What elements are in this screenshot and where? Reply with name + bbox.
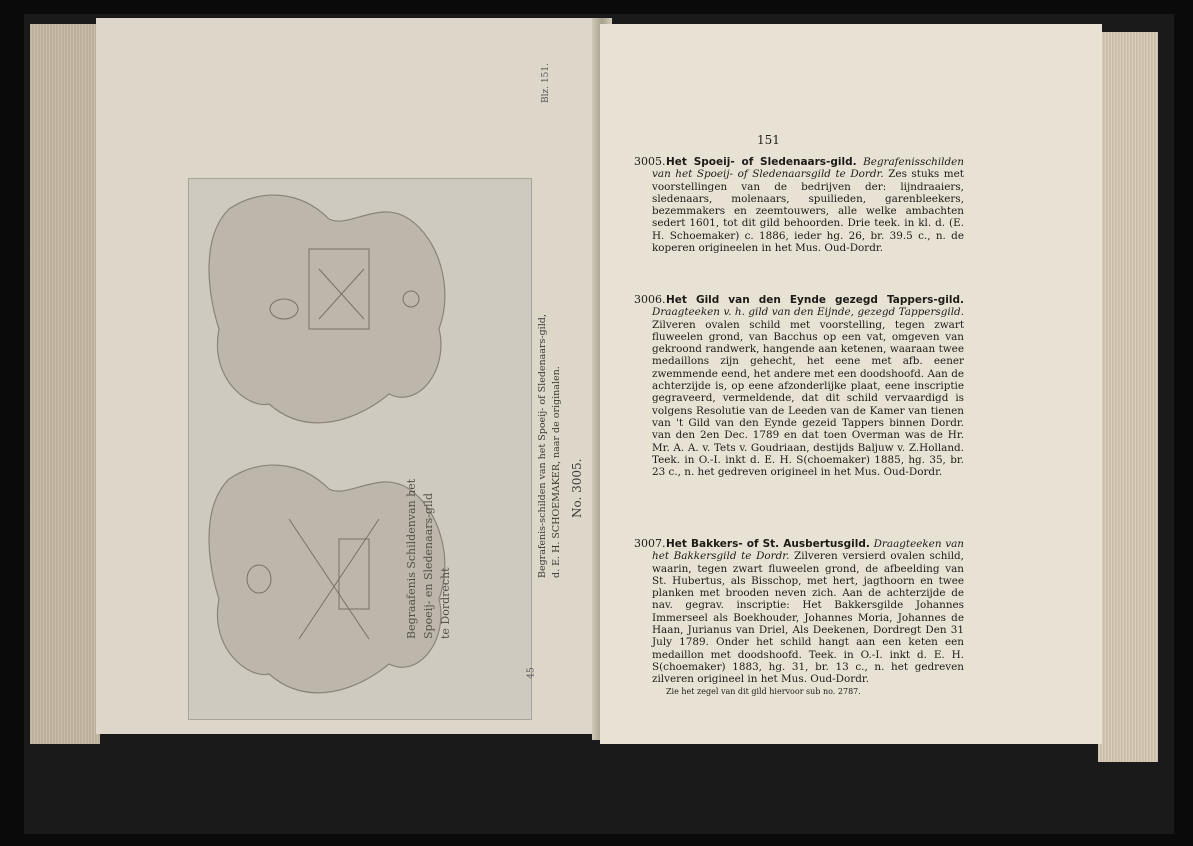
entry-title: Begrafenisschilden van het Spoeij- of Sledenaarsgild te Dordr.: [652, 156, 964, 181]
left-page: Begraafenis Schildenvan het Spoeij- en Sledenaars-gild te Dordrecht Begrafenis-schilden van het Spoeij- of Sledenaars-gild, d. E. H. SCHOEMAKER, naar de originalen. No. 3005. 45 Blz. 151.: [96, 18, 602, 734]
page-edges-left: [30, 24, 100, 744]
page-edges-right: [1098, 32, 1158, 762]
entry-title: Draagteeken van het Bakkersgild te Dordr.: [652, 538, 964, 563]
entry-heading: Het Gild van den Eynde gezegd Tappers-gild.: [666, 294, 964, 306]
entry-body: Zilveren ovalen schild met voorstelling, tegen zwart fluweelen grond, van Bacchus op een vat, omgeven van gekroond randwerk, hangende aan ketenen, waaraan twee medaillons zijn gehecht, het eene met afb. eener zwemmende eend, het andere met een doodshoofd. Aan de achterzijde is, op eene afzonderlijke plaat, eene inscriptie gegraveerd, vermeldende, dat dit schild vervaardigd is volgens Resolutie van de Leeden van de Kamer van tienen van 't Gild van den Eynde gezeid Tappers binnen Dordr. van den 2en Dec. 1789 en dat toen Overman was de Hr. Mr. A. A. v. Tets v. Goudriaan, destijds Baljuw v. Z.Holland. Teek. in O.-I. inkt d. E. H. S(choemaker) 1885, hg. 35, br. 23 c., n. het gedreven origineel in het Mus. Oud-Dordr.: [652, 318, 964, 479]
shield-drawings: [189, 179, 531, 719]
page-number: 151: [757, 133, 780, 147]
entry-number: 3006.: [634, 293, 666, 306]
entry-number: 3005.: [634, 155, 666, 168]
entry-number: 3007.: [634, 537, 666, 550]
entry-title: Draagteeken v. h. gild van den Eijnde, gezegd Tappersgild.: [652, 306, 964, 319]
entry-body: Zilveren versierd ovalen schild, waarin, tegen zwart fluweelen grond, de afbeelding van St. Hubertus, als Bisschop, met hert, jagthoorn en twee planken met brooden neven zich. Aan de achterzijde de nav. gegrav. inscriptie: Het Bakkersgilde Johannes Immerseel als Boekhouder, Johannes Moria, Johannes de Haan, Jurianus van Driel, Als Deekenen, Dordregt Den 31 July 1789. Onder het schild hangt aan een keten een medaillon met doodshoofd. Teek. in O.-I. inkt d. E. H. S(choemaker) 1883, hg. 31, br. 13 c., n. het gedreven zilveren origineel in het Mus. Oud-Dordr.: [652, 550, 964, 686]
entry-heading: Het Bakkers- of St. Ausbertusgild.: [666, 538, 870, 550]
footnote: Zie het zegel van dit gild hiervoor sub no. 2787.: [666, 686, 861, 696]
entry-body: Zes stuks met voorstellingen van de bedrijven der: lijndraaiers, sledenaars, molenaars, spuilieden, garenbleekers, bezemmakers en zeemtouwers, alle welke ambachten sedert 1601, tot dit gild behoorden. Drie teek. in kl. d. (E. H. Schoemaker) c. 1886, ieder hg. 26, br. 39.5 c., n. de koperen origineelen in het Mus. Oud-Dordr.: [652, 168, 964, 255]
entry-3006: [634, 293, 964, 479]
entry-heading: Het Spoeij- of Sledenaars-gild.: [666, 156, 857, 168]
plate-number: 45: [526, 667, 537, 679]
entry-3007: [634, 537, 964, 698]
plate-page-ref: Blz. 151.: [541, 63, 551, 103]
entry-3005: [634, 155, 964, 255]
plate-illustration: Begraafenis Schildenvan het Spoeij- en Sledenaars-gild te Dordrecht: [188, 178, 532, 720]
